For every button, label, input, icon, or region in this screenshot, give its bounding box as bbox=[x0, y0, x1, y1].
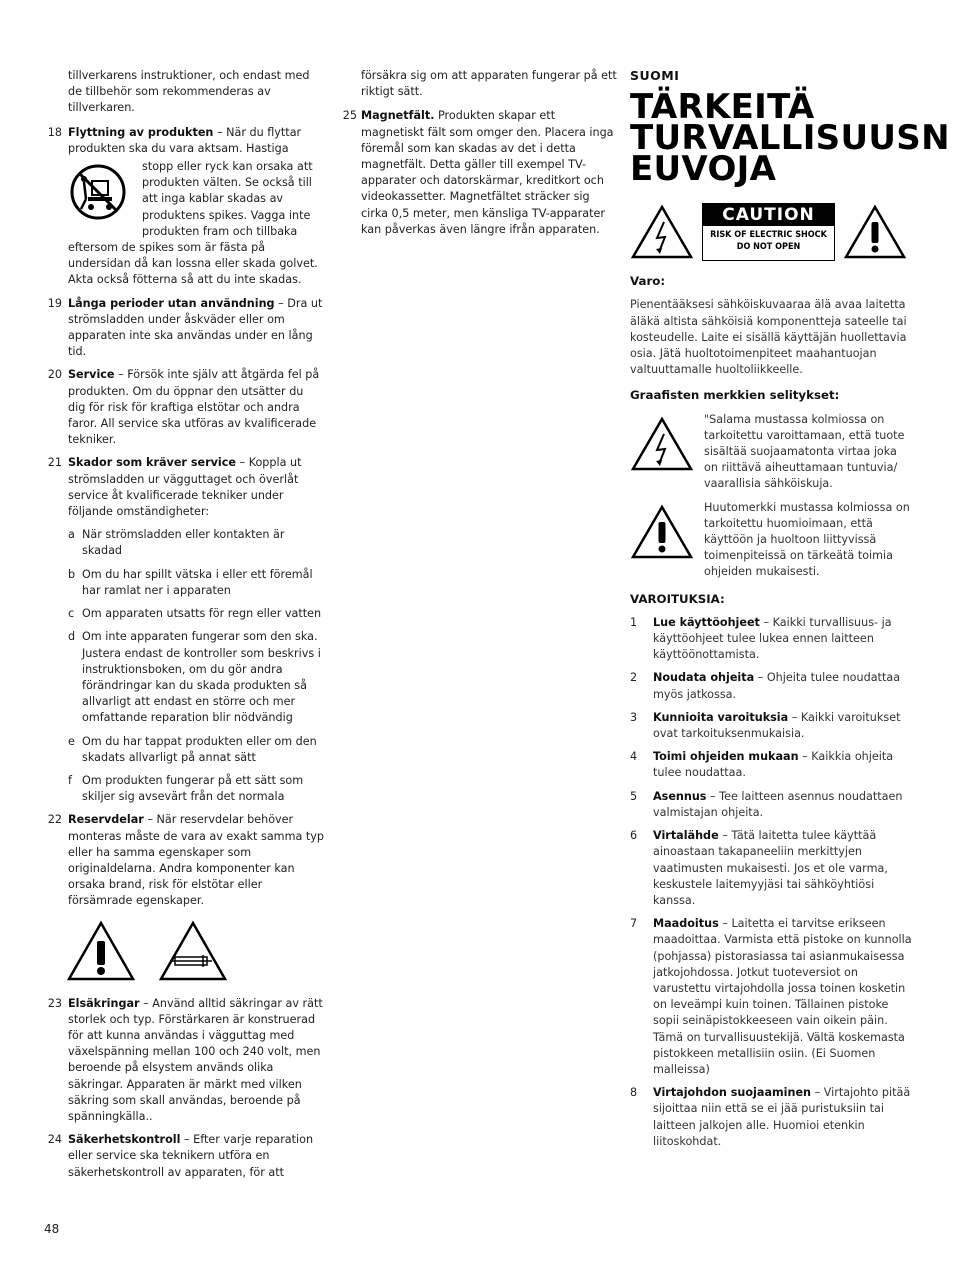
sub-item: f Om produkten fungerar på ett sätt som skiljer sig avsevärt från det normala bbox=[68, 773, 304, 804]
sub-item: a När strömsladden eller kontakten är skadad bbox=[68, 528, 285, 558]
item-24-continuation: försäkra sig om att apparaten fungerar på ett riktigt sätt. bbox=[361, 69, 617, 99]
page-title: TÄRKEITÄ TURVALLISUUSN EUVOJA bbox=[630, 87, 950, 190]
lightning-explanation: "Salama mustassa kolmiossa on tarkoitettu varoittamaan, että tuote sisältää suojaamatonta virtaa joka on riittävä aiheuttamaan tuntuvia/ vaarallisia sähköiskuja. bbox=[630, 412, 912, 493]
warnings-heading: VAROITUKSIA: bbox=[630, 591, 725, 606]
fuse-warning-icons bbox=[66, 920, 324, 982]
varo-heading: Varo: bbox=[630, 274, 666, 289]
item-25: 25 Magnetfält. Produkten skapar ett magnetiskt fält som omger den. Placera inga föremål som kan skadas av det i detta magnetfält. Detta gäller till exempel TV-apparater och datorskärmar, kreditkort och videokassetter. Magnetfältet sträcker sig cirka 0,5 meter, men känsliga TV-apparater kan påverkas även längre ifrån apparaten. bbox=[342, 109, 614, 236]
fuse-triangle-icon bbox=[158, 920, 228, 982]
varo-text: Pienentääksesi sähköiskuvaaraa älä avaa laitetta äläkä altista sähköisiä komponentteja sateelle tai kosteudelle. Laite ei sisällä käyttäjän huollettavia osia. Jätä huoltotoimenpiteet maahantuojan valtuuttamalle huoltoliikkeelle. bbox=[630, 298, 907, 377]
warning-item: 4 Toimi ohjeiden mukaan – Kaikkia ohjeita tulee noudattaa. bbox=[630, 750, 894, 780]
page-number: 48 bbox=[44, 1222, 60, 1236]
warning-item: 8 Virtajohdon suojaaminen – Virtajohto pitää sijoittaa niin että se ei jää puristuksiin tai laitteen jalkojen alle. Huomioi etenkin liitoskohdat. bbox=[630, 1086, 911, 1148]
cart-tipover-warning-icon bbox=[68, 159, 142, 240]
warning-item: 7 Maadoitus – Laitetta ei tarvitse erikseen maadoittaa. Varmista että pistoke on kunnolla (pohjassa) pistorasiassa tai asianmukaisessa jatkojohdossa. Jotkut tuoteversiot on varustettu virtajohdolla jossa toinen kosketin on leveämpi kuin toinen. Tällainen pistoke sopii seinäpistokkeeseen vain oikein päin. Tämä on turvallisuustekijä. Vältä koskemasta pistokkeen metallisiin osiin. (Ei Suomen malleissa) bbox=[630, 917, 912, 1076]
warning-item: 6 Virtalähde – Tätä laitetta tulee käyttää ainoastaan takapaneeliin merkittyjen vaatimusten mukaisesti. Jos et ole varma, keskustele laitemyyjäsi tai sähköyhtiösi kanssa. bbox=[630, 829, 888, 907]
sub-item: b Om du har spillt vätska i eller ett föremål har ramlat ner i apparaten bbox=[68, 567, 313, 597]
item-17-continuation: tillverkarens instruktioner, och endast med de tillbehör som rekommenderas av tillverkaren. bbox=[68, 69, 310, 115]
caution-label bbox=[630, 203, 912, 261]
item-20: 20 Service – Försök inte själv att åtgärda fel på produkten. Om du öppnar den utsätter du dig för risk för kraftiga elstötar och andra faror. All service ska utföras av kvalificerade tekniker. bbox=[47, 368, 320, 447]
sub-item: e Om du har tappat produkten eller om den skadats allvarligt på annat sätt bbox=[68, 734, 317, 764]
item-19: 19 Långa perioder utan användning – Dra ut strömsladden under åskväder eller om apparaten inte ska användas under en lång tid. bbox=[47, 296, 323, 359]
warning-item: 1 Lue käyttöohjeet – Kaikki turvallisuus- ja käyttöohjeet tulee lukea ennen laitteen käyttöönottamista. bbox=[630, 615, 892, 662]
sub-item: d Om inte apparaten fungerar som den ska. Justera endast de kontroller som beskrivs i instruktionsboken, om du gör andra förändringar kan du skada produkten så allvarligt att endast en större och mer omfattande reparation blir nödvändig bbox=[68, 630, 321, 725]
item-22: 22 Reservdelar – När reservdelar behöver monteras måste de vara av exakt samma typ eller ha samma egenskaper som originaldelarna. Andra komponenter kan orsaka brand, risk för elstötar eller försämrade egenskaper. bbox=[47, 813, 324, 908]
exclamation-triangle-icon bbox=[66, 920, 136, 982]
exclamation-triangle-icon bbox=[843, 204, 907, 260]
column-1 bbox=[42, 68, 324, 1188]
language-label: SUOMI bbox=[630, 68, 680, 83]
item-18-title: Flyttning av produkten bbox=[68, 125, 214, 139]
column-2 bbox=[335, 68, 619, 245]
item-24: 24 Säkerhetskontroll – Efter varje reparation eller service ska teknikern utföra en säkerhetskontroll av apparaten, för att bbox=[47, 1133, 314, 1179]
sub-item: c Om apparaten utsatts för regn eller vatten bbox=[68, 607, 322, 621]
warning-item: 5 Asennus – Tee laitteen asennus noudattaen valmistajan ohjeita. bbox=[630, 789, 903, 819]
exclamation-explanation: Huutomerkki mustassa kolmiossa on tarkoitettu huomioimaan, että käyttöön ja huoltoon liittyvissä toimenpiteissä on tärkeätä toimia ohjeiden mukaisesti. bbox=[630, 500, 912, 581]
caution-box: CAUTION RISK OF ELECTRIC SHOCK DO NOT OPEN bbox=[702, 203, 835, 261]
exclamation-triangle-icon bbox=[630, 504, 694, 560]
item-21: 21 Skador som kräver service – Koppla ut strömsladden ur vägguttaget och överlåt service åt kvalificerade tekniker under följande omständigheter: bbox=[47, 456, 302, 519]
item-18: 18 Flyttning av produkten – När du flyttar produkten ska du vara aktsam. Hastiga stopp eller ryck kan orsaka att produkten välten. Se också till att inga kablar skadas av produktens spikes. Vagga inte produkten fram och tillbaka eftersom de spikes som är fästa på undersidan då kan lossna eller skada golvet. Akta också fötterna så att du inte skadas. bbox=[47, 125, 318, 287]
item-23: 23 Elsäkringar – Använd alltid säkringar av rätt storlek och typ. Förstärkaren är konstruerad för att kunna användas i vägguttag med växelspänning mellan 100 och 240 volt, men beroende på elsystem används olika säkringar. Apparaten är märkt med vilken säkring som skall användas, beroende på spänningkälla.. bbox=[47, 996, 323, 1123]
lightning-triangle-icon bbox=[630, 416, 694, 472]
lightning-triangle-icon bbox=[630, 204, 694, 260]
graphic-symbols-heading: Graafisten merkkien selitykset: bbox=[630, 388, 840, 403]
warning-item: 3 Kunnioita varoituksia – Kaikki varoitukset ovat tarkoituksenmukaisia. bbox=[630, 710, 901, 741]
warning-item: 2 Noudata ohjeita – Ohjeita tulee noudattaa myös jatkossa. bbox=[630, 671, 901, 701]
column-3 bbox=[630, 68, 950, 1157]
